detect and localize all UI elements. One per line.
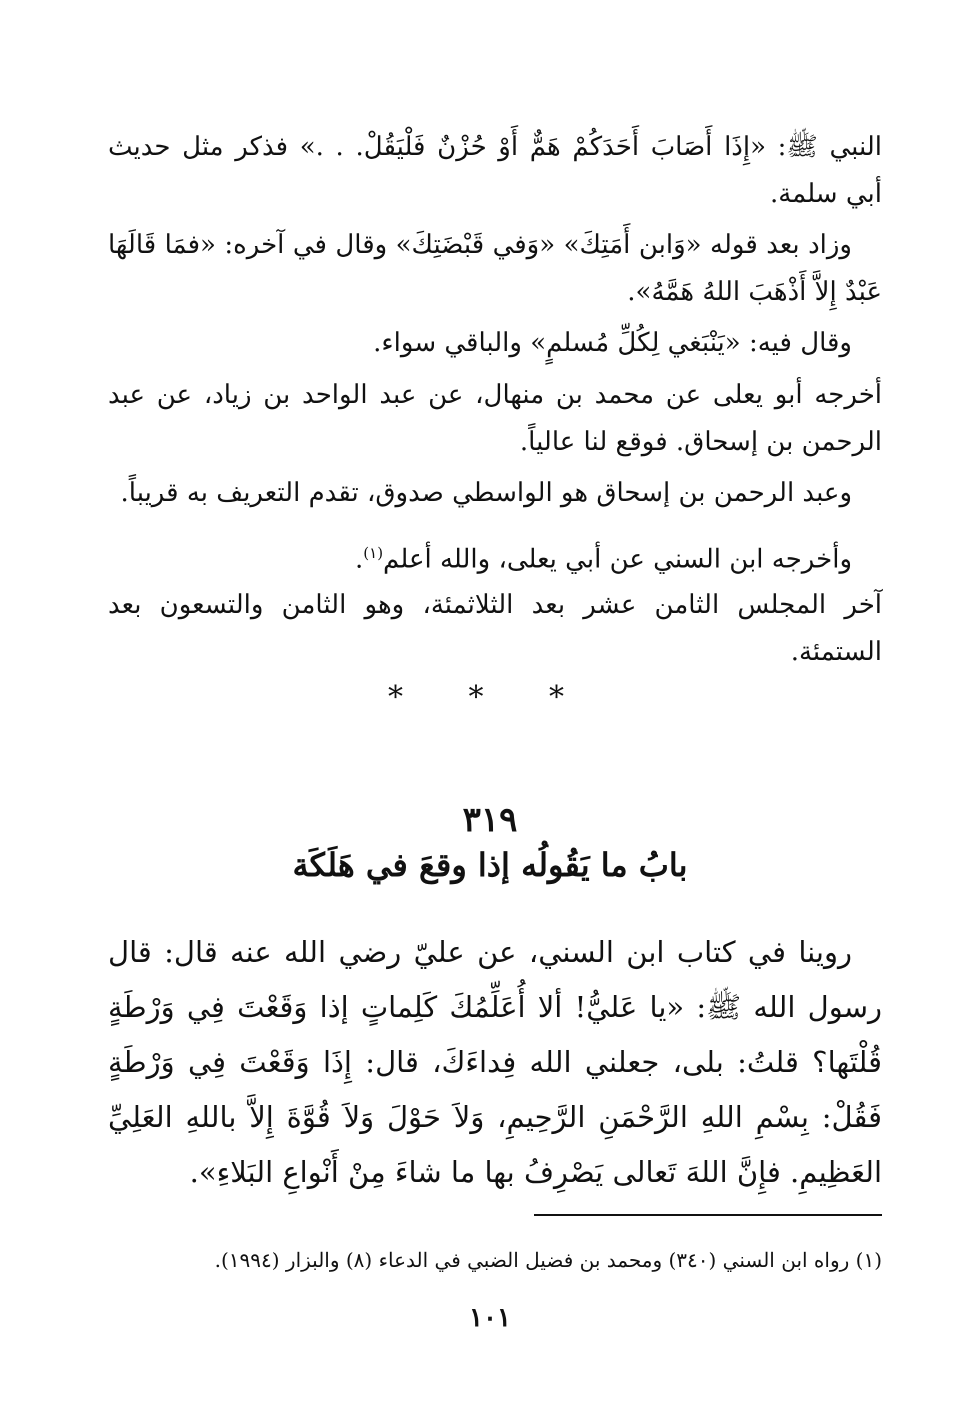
- chapter-title: بابُ ما يَقُولُه إذا وقعَ في هَلَكَة: [292, 846, 688, 884]
- paragraph-3: [108, 320, 882, 367]
- page-number: ١٠١: [469, 1303, 511, 1333]
- paragraph-text: وقال فيه: «يَنْبَغي لِكُلِّ مُسلمٍ» والباقي سواء.: [373, 328, 852, 358]
- paragraph-1: [108, 124, 882, 218]
- paragraph-6: [108, 530, 882, 584]
- paragraph-text: النبي ﷺ: «إِذَا أَصَابَ أَحَدَكُمْ هَمٌّ أَوْ حُزْنٌ فَلْيَقُلْ. . .» فذكر مثل حديث أبي سلمة.: [108, 132, 882, 209]
- paragraph-text: وعبد الرحمن بن إسحاق هو الواسطي صدوق، تقدم التعريف به قريباً.: [120, 478, 852, 508]
- paragraph-text-span: وأخرجه ابن السني عن أبي يعلى، والله أعلم: [383, 544, 852, 575]
- paragraph-4: [108, 372, 882, 466]
- footnote-rule: [534, 1214, 882, 1216]
- section-separator: * * *: [387, 680, 593, 715]
- paragraph-2: [108, 222, 882, 316]
- main-text: روينا في كتاب ابن السني، عن عليّ رضي الله عنه قال: قال رسول الله ﷺ: «يا عَليُّ! ألا أُعَلِّمُكَ كَلِماتٍ إذا وَقَعْتَ فِي وَرْطَةٍ قُلْتَها؟ قلتُ: بلى، جعلني الله فِداءَكَ، قال: إِذَا وَقَعْتَ فِي وَرْطَةٍ فَقُلْ: بِسْمِ اللهِ الرَّحْمَنِ الرَّحِيمِ، وَلاَ حَوْلَ وَلاَ قُوَّةَ إِلاَّ باللهِ العَلِيِّ العَظِيمِ. فإِنَّ اللهَ تَعالى يَصْرِفُ بها ما شاءَ مِنْ أَنْواعِ البَلاءِ».: [108, 935, 882, 1189]
- paragraph-text: آخر المجلس الثامن عشر بعد الثلاثمئة، وهو الثامن والتسعون بعد الستمئة.: [108, 590, 882, 667]
- chapter-number: ٣١٩: [462, 800, 518, 840]
- main-text-block: [108, 925, 882, 1200]
- paragraph-text: وأخرجه ابن السني عن أبي يعلى، والله أعلم$^{(١)}$.: [355, 544, 852, 575]
- footnote-reference: (١): [363, 544, 384, 562]
- paragraph-text: وزاد بعد قوله «وَابن أَمَتِكَ» «وَفي قَبْضَتِكَ» وقال في آخره: «فمَا قَالَهَا عَبْدٌ إِلاَّ أَذْهَبَ اللهُ هَمَّهُ».: [108, 230, 882, 307]
- paragraph-5: [108, 470, 882, 517]
- paragraph-7: [108, 582, 882, 676]
- footnote: (١) رواه ابن السني (٣٤٠) ومحمد بن فضيل الضبي في الدعاء (٨) والبزار (١٩٩٤).: [214, 1248, 882, 1272]
- paragraph-text: أخرجه أبو يعلى عن محمد بن منهال، عن عبد الواحد بن زياد، عن عبد الرحمن بن إسحاق. فوقع لنا عالياً.: [108, 380, 882, 457]
